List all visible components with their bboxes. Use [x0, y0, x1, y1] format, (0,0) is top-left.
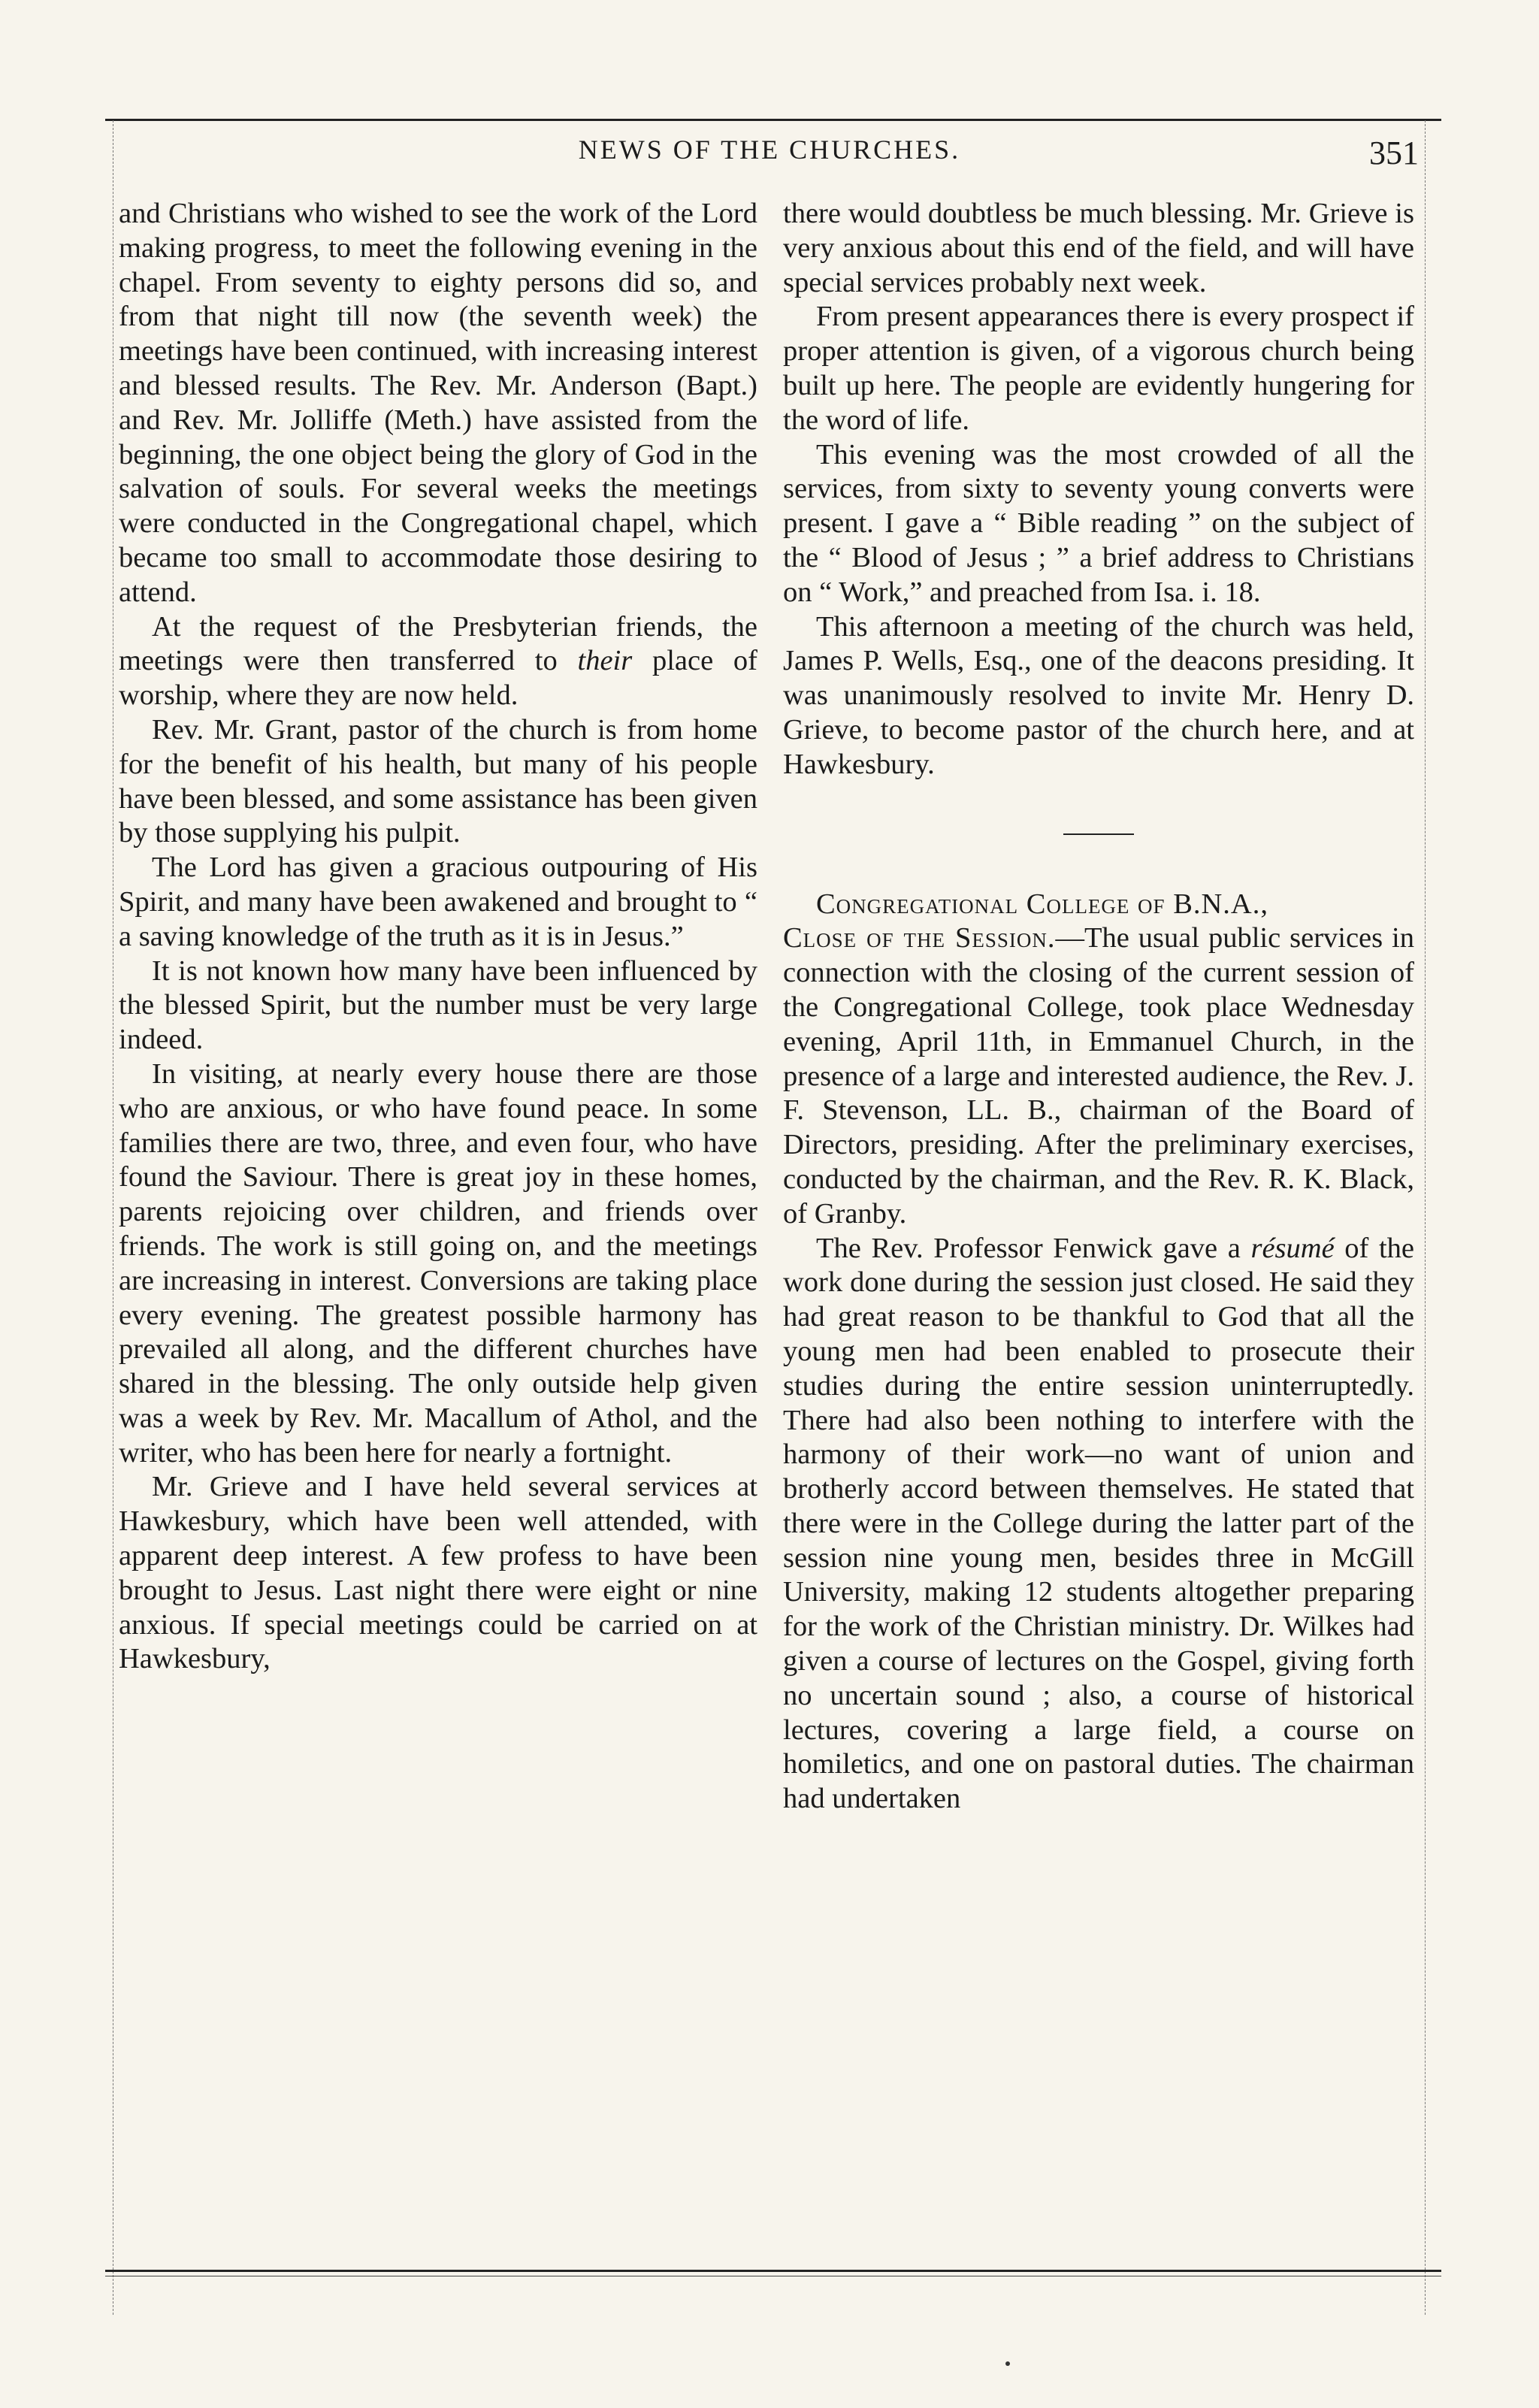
- paragraph: [119, 610, 757, 713]
- running-head: NEWS OF THE CHURCHES.: [578, 135, 961, 165]
- paragraph-text: place of worship, where they are now held.: [119, 645, 757, 712]
- right-margin-line: [1425, 120, 1426, 2315]
- paragraph-text: At the request of the Presbyterian friends, the meetings were then transferred to: [119, 610, 757, 677]
- emphasis-text: their: [577, 645, 633, 677]
- paragraph: In visiting, at nearly every house there are those who are anxious, or who have found peace. In some families there are two, three, and even four, who have found the Saviour. There is great joy in these homes, parents rejoicing over children, and friends over friends. The work is still going on, and the meetings are increasing in interest. Conversions are taking place every evening. The greatest possible harmony has prevailed all along, and the different churches have shared in the blessing. The only outside help given was a week by Rev. Mr. Macallum of Athol, and the writer, who has been here for nearly a fortnight.: [119, 1057, 757, 1469]
- paragraph-text: —The usual public services in connection with the closing of the current session of the Congregational College, took place Wednesday evening, April 11th, in Emmanuel Church, in the presence of a large and interested audience, the Rev. J. F. Stevenson, LL. B., chairman of the Board of Directors, presiding. After the preliminary exercises, conducted by the chairman, and the Rev. R. K. Black, of Granby.: [783, 922, 1414, 1230]
- paragraph: It is not known how many have been influenced by the blessed Spirit, but the number must be very large indeed.: [119, 954, 757, 1056]
- section-paragraph: [783, 888, 1414, 1232]
- ink-speck: [1005, 2361, 1010, 2366]
- paragraph-text: of the work done during the session just closed. He said they had great reason to be thankful to God that all the young men had been enabled to prosecute their studies during the entire session uninterruptedly. There had also been nothing to interfere with the harmony of their work—no want of union and brotherly accord between themselves. He stated that there were in the College during the latter part of the session nine young men, besides three in McGill University, making 12 students altogether preparing for the work of the Christian ministry. Dr. Wilkes had given a course of lectures on the Gospel, giving forth no uncertain sound ; also, a course of historical lectures, covering a large field, a course on homiletics, and one on pastoral duties. The chairman had undertaken: [783, 1232, 1415, 1815]
- page-number: 351: [1369, 135, 1419, 171]
- section-subheading: Close of the Session.: [783, 922, 1056, 954]
- paragraph: Rev. Mr. Grant, pastor of the church is from home for the benefit of his health, but many of his people have been blessed, and some assistance has been given by those supplying his pulpit.: [119, 713, 757, 849]
- paragraph: The Lord has given a gracious outpouring of His Spirit, and many have been awakened and brought to “ a saving knowledge of the truth as it is in Jesus.”: [119, 852, 757, 952]
- paragraph: This evening was the most crowded of all the services, from sixty to seventy young converts were present. I gave a “ Bible reading ” on the subject of the “ Blood of Jesus ; ” a brief address to Christians on “ Work,” and preached from Isa. i. 18.: [783, 438, 1414, 608]
- bottom-rule: [105, 2270, 1441, 2272]
- paragraph: there would doubtless be much blessing. Mr. Grieve is very anxious about this end of the field, and will have special services probably next week.: [783, 198, 1414, 298]
- paragraph-text: The Rev. Professor Fenwick gave a: [816, 1232, 1251, 1264]
- right-column: [783, 197, 1414, 1817]
- page-header: [0, 134, 1539, 179]
- section-divider: [1063, 833, 1134, 835]
- paragraph: From present appearances there is every prospect if proper attention is given, of a vigorous church being built up here. The people are evidently hungering for the word of life.: [783, 301, 1414, 436]
- paragraph: [783, 1232, 1414, 1817]
- left-column: [119, 197, 757, 1677]
- top-rule: [105, 119, 1441, 121]
- emphasis-text: résumé: [1250, 1232, 1335, 1264]
- paragraph: Mr. Grieve and I have held several services at Hawkesbury, which have been well attended, with apparent deep interest. A few profess to have been brought to Jesus. Last night there were eight or nine anxious. If special meetings could be carried on at Hawkesbury,: [119, 1471, 757, 1675]
- section-heading: Congregational College of B.N.A.,: [816, 888, 1268, 920]
- paragraph: and Christians who wished to see the work of the Lord making progress, to meet the following evening in the chapel. From seventy to eighty persons did so, and from that night till now (the seventh week) the meetings have been continued, with increasing interest and blessed results. The Rev. Mr. Anderson (Bapt.) and Rev. Mr. Jolliffe (Meth.) have assisted from the beginning, the one object being the glory of God in the salvation of souls. For several weeks the meetings were conducted in the Congregational chapel, which became too small to accommodate those desiring to attend.: [119, 198, 757, 608]
- paragraph: This afternoon a meeting of the church was held, James P. Wells, Esq., one of the deacons presiding. It was unanimously resolved to invite Mr. Henry D. Grieve, to become pastor of the church here, and at Hawkesbury.: [783, 610, 1414, 780]
